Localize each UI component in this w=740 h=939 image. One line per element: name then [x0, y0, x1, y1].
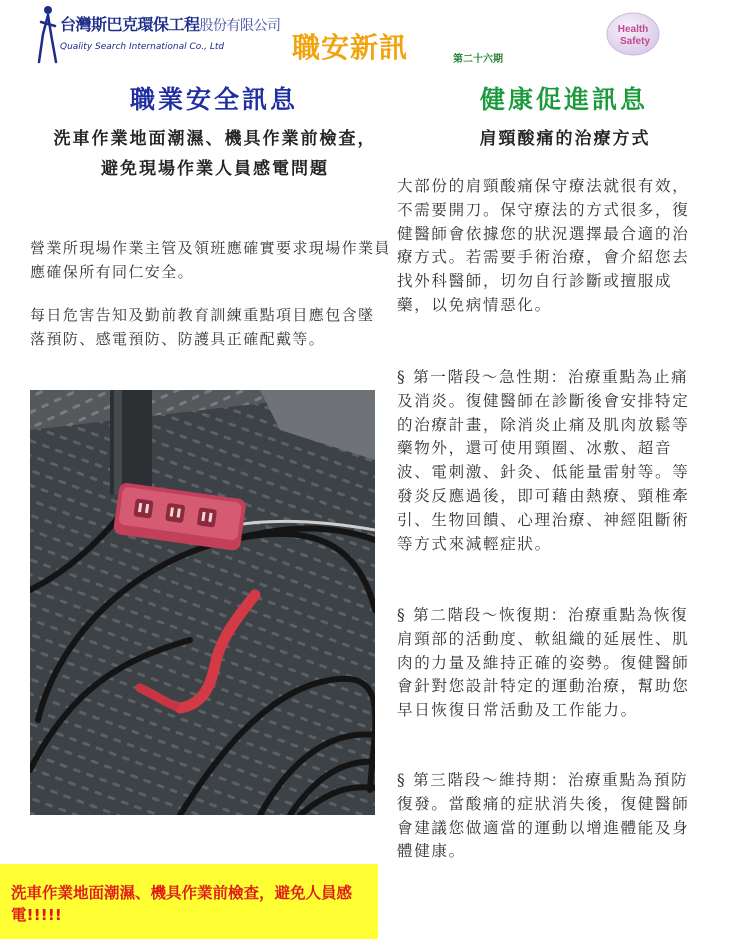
newsletter-title: 職安新訊 — [292, 31, 409, 64]
company-name-main: 台灣斯巴克環保工程 — [60, 15, 200, 34]
badge-health-text: Health — [617, 24, 649, 35]
logo-figure-icon — [36, 4, 60, 66]
health-paragraph-maintenance: § 第三階段～維持期：治療重點為預防復發。當酸痛的症狀消失後，復健醫師會建議您做適當的運動以增進體能及身體健康。 — [397, 771, 690, 861]
company-logo — [36, 4, 286, 66]
issue-number: 第二十六期 — [453, 54, 503, 65]
safety-subtitle-line1: 洗車作業地面潮濕、機具作業前檢查， — [53, 129, 377, 149]
safety-subtitle — [30, 124, 400, 184]
health-subtitle: 肩頸酸痛的治療方式 — [479, 129, 651, 149]
health-promotion-heading: 健康促進訊息 — [480, 85, 649, 114]
safety-paragraph-2: 每日危害告知及勤前教育訓練重點項目應包含墜落預防、感電預防、防護具正確配戴等。 — [30, 306, 375, 348]
company-english-name: Quality Search International Co., Ltd — [60, 42, 225, 52]
safety-paragraph-1: 營業所現場作業主管及領班應確實要求現場作業員應確保所有同仁安全。 — [30, 239, 391, 281]
badge-safety-text: Safety — [619, 36, 651, 47]
health-paragraph-recovery: § 第二階段～恢復期：治療重點為恢復肩頸部的活動度、軟組織的延展性、肌肉的力量及維持正確的姿勢。復健醫師會針對您設計特定的運動治療，幫助您早日恢復日常活動及工作能力。 — [397, 606, 690, 720]
power-strip-photo — [30, 390, 375, 815]
safety-subtitle-line2: 避免現場作業人員感電問題 — [101, 159, 329, 179]
health-paragraph-intro: 大部份的肩頸酸痛保守療法就很有效，不需要開刀。保守療法的方式很多，復健醫師會依據您的狀況選擇最合適的治療方式。若需要手術治療，會介紹您去找外科醫師，切勿自行診斷或擅服成藥，以免病情惡化。 — [397, 177, 690, 314]
warning-box — [0, 864, 378, 939]
health-paragraph-acute: § 第一階段～急性期：治療重點為止痛及消炎。復健醫師在診斷後會安排特定的治療計畫，除消炎止痛及肌肉放鬆等藥物外，還可使用頸圈、冰敷、超音波、電刺激、針灸、低能量雷射等。等發炎反應過後，即可藉由熱療、頸椎牽引、生物回饋、心理治療、神經阻斷術等方式來減輕症狀。 — [397, 368, 690, 553]
warning-text: 洗車作業地面潮濕、機具作業前檢查，避免人員感電!!!!! — [11, 884, 353, 924]
occupational-safety-heading: 職業安全訊息 — [130, 85, 299, 114]
company-name-suffix: 股份有限公司 — [199, 18, 281, 34]
health-safety-badge-icon — [605, 11, 661, 57]
company-name — [60, 12, 281, 35]
